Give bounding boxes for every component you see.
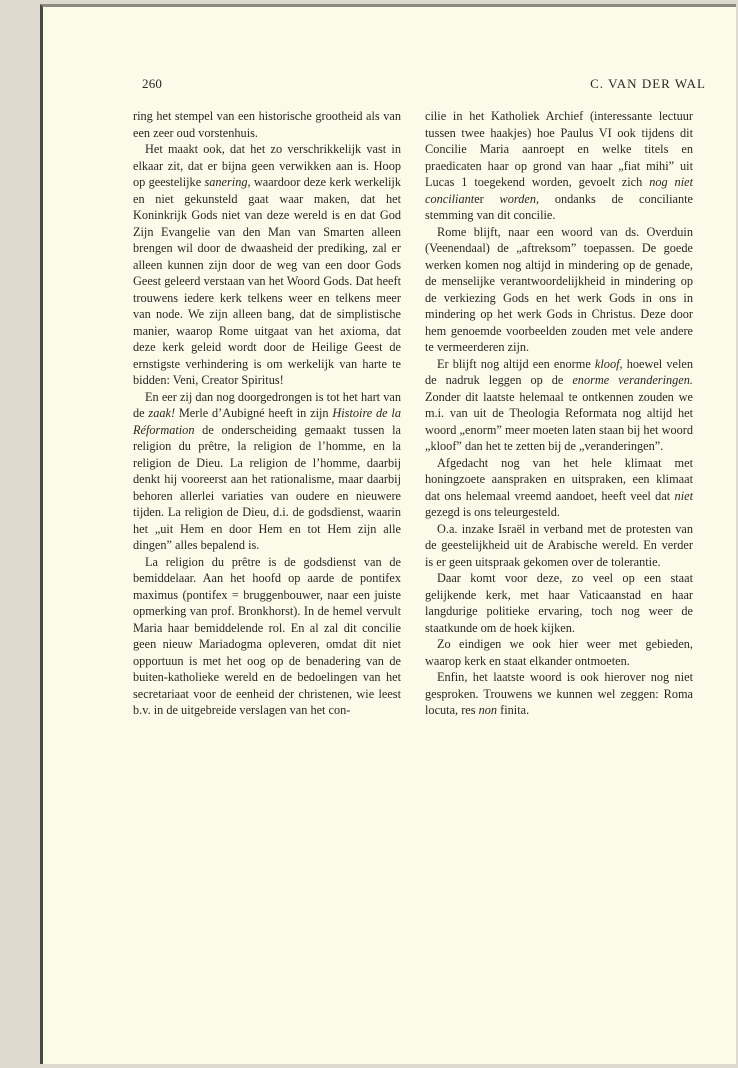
text-run: Merle d’Aubigné heeft in zijn xyxy=(175,406,333,420)
italic-text: enorme veranderingen. xyxy=(572,373,693,387)
text-run: de onderscheiding gemaakt tussen la religion du prêtre, la religion de l’homme, en la religion de Dieu. La religion de l’homme, daarbij denkt hij vooreerst aan het rationalisme, maar daarbij behoren allerlei variaties van oudere en nieuwere tijden. La religion de Dieu, d.i. de godsdienst, waarin het „uit Hem en door Hem en tot Hem zijn alle dingen” alles bepalend is. xyxy=(133,422,401,552)
paragraph xyxy=(133,554,401,719)
italic-text: zaak! xyxy=(148,406,176,420)
paragraph xyxy=(425,356,693,455)
text-run: Afgedacht nog van het hele klimaat met honingzoete aanspraken en uitspraken, een klimaat dat ons helemaal vreemd aandoet, heeft veel dat xyxy=(425,455,693,503)
paragraph xyxy=(425,636,693,669)
italic-text: non xyxy=(478,703,498,717)
running-head: C. VAN DER WAL xyxy=(590,76,706,91)
italic-text: nog niet conciliant xyxy=(425,175,693,206)
text-run: Er blijft nog altijd een enorme xyxy=(437,356,595,371)
paragraph xyxy=(425,224,693,356)
text-run: ring het stempel van een historische grootheid als van een zeer oud vorstenhuis. xyxy=(133,109,401,140)
text-run: cilie in het Katholiek Archief (interessante lectuur tussen twee haakjes) hoe Paulus VI ook tijdens dit Concilie Maria aanroept en welke titels en praedicaten haar op grond van haar „fiat mihi” uit Lucas 1 toegekend worden, gevoelt zich xyxy=(425,109,693,189)
paragraph xyxy=(133,108,401,141)
page-sheet xyxy=(40,4,736,1064)
text-run: La religion du prêtre is de godsdienst van de bemiddelaar. Aan het hoofd op aarde de pontifex maximus (pontifex = bruggenbouwer, naar een juiste opmerking van prof. Bronkhorst). In de hemel vervult Maria haar bemiddelende rol. En al zal dit concilie geen nieuw Mariadogma opleveren, omdat dit niet opportuun is met het oog op de benadering van de buiten-katholieke wereld en de bedoelingen van het secretariaat voor de eenheid der christenen, wie leest b.v. in de uitgebreide verslagen van het con- xyxy=(133,554,401,717)
italic-text: kloof, xyxy=(594,356,623,371)
paragraph xyxy=(133,141,401,389)
text-run: O.a. inzake Israël in verband met de protesten van de geestelijkheid uit de Arabische wereld. En verder is er geen uitspraak gekomen over de tolerantie. xyxy=(425,521,693,569)
text-run: Rome blijft, naar een woord van ds. Overduin (Veenendaal) de „aftreksom” toepassen. De goede werken komen nog altijd in mindering op de genade, de menselijke verantwoordelijkheid in mindering op de verkiezing Gods en het werk Gods in ons in mindering op het werk Gods in Christus. Deze door hem genoemde voorbeelden zouden met vele andere te vermeerderen zijn. xyxy=(425,224,693,354)
italic-text: sanering, xyxy=(204,175,251,189)
text-run: waardoor deze kerk werkelijk en niet gekunsteld gaat waar maken, dat het Koninkrijk Gods niet van deze wereld is en dat God Zijn Evangelie van den Man van Smarten alleen brengen wil door de dwaasheid der prediking, zal er alleen kunnen zijn door de weg van een door Gods Geest geleerd verstaan van het Woord Gods. Dat heeft trouwens iedere kerk telkens weer en telkens meer van node. We zijn alleen bang, dat de simplistische manier, waarop Rome uitgaat van het axioma, dat deze kerk geleid wordt door de Heilige Geest de ernstigste verhindering is om werkelijk van harte te bidden: Veni, Creator Spiritus! xyxy=(133,175,401,387)
page-number: 260 xyxy=(142,76,163,91)
text-run: finita. xyxy=(497,703,530,717)
text-run: Enfin, het laatste woord is ook hierover nog niet gesproken. Trouwens we kunnen wel zeggen: Roma locuta, res xyxy=(425,670,693,717)
italic-text: niet xyxy=(674,488,693,503)
italic-text: worden, xyxy=(499,191,540,206)
text-run: hoewel velen de nadruk leggen op de xyxy=(425,356,693,387)
left-column xyxy=(133,108,401,719)
paragraph xyxy=(425,108,693,224)
paragraph xyxy=(425,455,693,521)
text-run: Zo eindigen we ook hier weer met gebieden, waarop kerk en staat elkander ontmoeten. xyxy=(425,637,693,668)
paragraph xyxy=(133,389,401,554)
right-column xyxy=(425,108,693,719)
paragraph xyxy=(425,570,693,636)
paragraph xyxy=(425,669,693,719)
text-run: ondanks de conciliante stemming van dit concilie. xyxy=(425,191,693,222)
text-run: Zonder dit laatste helemaal te ontkennen zouden we m.i. van uit de Theologia Reformata nog altijd het woord „enorm” meer moeten laten staan bij het woord „kloof” dan het te zetten bij de „veranderingen”. xyxy=(425,389,693,453)
text-run: En eer zij dan nog doorgedrongen is tot het hart van de xyxy=(133,389,401,420)
text-run: er xyxy=(474,191,500,206)
text-run: gezegd is ons teleurgesteld. xyxy=(425,505,561,519)
text-run: Daar komt voor deze, zo veel op een staat gelijkende kerk, met haar Vaticaanstad en haar langdurige politieke ervaring, toch nog weer de staatkunde om de hoek kijken. xyxy=(425,571,693,635)
text-run: Het maakt ook, dat het zo verschrikkelijk vast in elkaar zit, dat er bijna geen verwikken aan is. Hoop op geestelijke xyxy=(133,142,401,189)
italic-text: Histoire de la Réformation xyxy=(133,406,401,437)
paragraph xyxy=(425,521,693,571)
